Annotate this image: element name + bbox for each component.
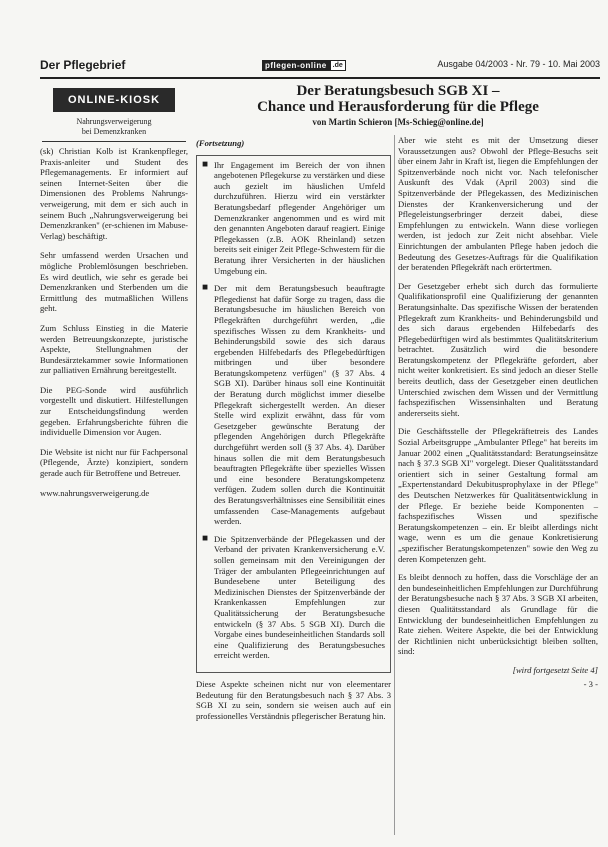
column-divider [394, 135, 395, 835]
article-subtitle: Chance und Herausforderung für die Pflege [257, 99, 539, 115]
online-kiosk-sidebar [40, 88, 188, 843]
bullet-item [202, 160, 385, 277]
sidebar-rule [42, 141, 186, 142]
right-paragraph: Es bleibt dennoch zu hoffen, dass die Vorschläge der an den bundeseinheitlichen Empfehlungen zur Durchführung der Beratungsbesuche nach § 37 Abs. 3 SGB XI arbeiten, diesen Qualitätsstandard als Grundlage für die Entwicklung der bundeseinheitlichen Empfehlungen zu Rate ziehen. Weitere Aspekte, die bei der Entwicklung der Richtlinien nicht unberücksichtigt bleiben sollten, sind: [398, 572, 598, 657]
issue-info: Ausgabe 04/2003 - Nr. 79 - 10. Mai 2003 [437, 59, 600, 69]
sidebar-paragraph: Die PEG-Sonde wird ausführlich vorgestellt und diskutiert. Hilfestellungen zur Entscheidungsfindung werden gegeben. Erfahrungsberichte führen die individuelle Dimension vor Augen. [40, 384, 188, 438]
right-paragraph: Die Geschäftsstelle der Pflegekräftetreis des Landes Sozial Arbeitsgruppe „Ambulanter Pflege" hat bereits im Januar 2002 einen „Qualitätsstandard: Beratungseinsätze nach § 37.3 SGB XI" vorgelegt. Dieser Qualitätsstandard orientiert sich in seiner Gestaltung formal am „Expertenstandard Dekubitusprophylaxe in der Pflege" des Deutschen Netzwerkes für Qualitätsentwicklung in der Pflege. Er beziehe beide Komponenten – fachspezifisches Wissen und spezifische Beratungskompetenzen – ein. Er bleibt allerdings nicht wage, wenn es um die genaue Konkretisierung „spezifischer Beratungskompetenzen" sowie den Weg zu deren Kompetenzen geht. [398, 426, 598, 564]
continuation-label: (Fortsetzung) [196, 138, 245, 148]
sidebar-subtitle [40, 117, 188, 137]
bullet-icon: ■ [202, 158, 209, 170]
sidebar-box-title: ONLINE-KIOSK [53, 88, 175, 112]
sidebar-website-link[interactable]: www.nahrungsverweigerung.de [40, 487, 150, 498]
sidebar-subtitle-line2: bei Demenzkranken [81, 127, 147, 136]
sidebar-paragraph: Sehr umfassend werden Ursachen und mögliche Problemlösungen beschrieben. Es wird deutlich, wie sehr es gerade bei Demenzkranken und Sterbenden um die Ermittlung des mutmaßlichen Willens geht. [40, 250, 188, 314]
page-header [40, 58, 600, 78]
article-author: von Martin Schieron [Ms-Schieg@online.de] [312, 117, 484, 127]
bullet-text: Die Spitzenverbände der Pflegekassen und der Verband der privaten Krankenversicherung e.V. sollen gemeinsam mit den Vereinigungen der Träger der ambulanten Pflegeeinrichtungen auf Bundesebene unter Beteiligung des Medizinischen Dienstes der Spitzenverbände der Krankenkassen Empfehlungen zur Qualitätssicherung der Beratungsbesuche entwickeln (§ 37 Abs. 5 SGB XI). Durch die Vorgabe eines bundeseinheitlichen Standards soll eine Qualifizierung des Beratungsbesuches erreicht werden. [214, 533, 385, 661]
bullet-text: Der mit dem Beratungsbesuch beauftragte Pflegedienst hat dafür Sorge zu tragen, dass die Beratungsbesuche im häuslichen Bereich von Pflegekräften durchgeführt werden, „die spezifisches Wissen zu dem Krankheits- und Behinderungsbild sowie des sich daraus ergebenden Hilfebedarfs des Pflegebedürftigen mitbringen und über besondere Beratungskompetenz verfügen" (§ 37 Abs. 4 SGB XI). Darüber hinaus soll eine Kontinuität der Beratung durch möglichst immer dieselbe Pflegekraft sichergestellt werden. An dieser Stelle wird explizit erwähnt, dass für vom Gesetzgeber gewünschte Beratung der pflegenden Angehörigen durch Pflegekräfte durchgeführt werden soll (§ 37 Abs. 4). Darüber hinaus sollen die mit dem Beratungsbesuch beauftragten Pflegekräfte über spezielles Wissen und eine besondere Beratungskompetenz verfügen. Zudem sollen durch die Kontinuität des Beratungsverhältnisses eine Sensibilität eines umfassenden Case-Managements aufgebaut werden. [214, 283, 385, 527]
sidebar-paragraph: Die Website ist nicht nur für Fachpersonal (Pflegende, Ärzte) konzipiert, sondern gerade auch für Betroffene und Betreuer. [40, 446, 188, 479]
publication-name: Der Pflegebrief [40, 58, 126, 72]
sidebar-subtitle-line1: Nahrungsverweigerung [76, 117, 152, 126]
bullet-text: Ihr Engagement im Bereich der von ihnen angebotenen Pflegekurse zu verstärken und diese auch gezielt im häuslichen Umfeld durchzuführen. Hierzu wird ein verstärkter Beratungsbedarf pflegender Angehöriger um Demenzkranker angenommen und es wird mit den genannten Angeboten darauf reagiert. Einige Pflegekassen (z.B. AOK Rheinland) setzen bereits seit einiger Zeit Pflege-Schwestern für die Beratung ihrer Versicherten in der häuslichen Umgebung ein. [214, 159, 385, 276]
sidebar-paragraph: (sk) Christian Kolb ist Krankenpfleger, Praxis-anleiter und Student des Pflegemanagements. Er informiert auf seinen Internet-Seiten über die Dimensionen des Problems Nahrungs-verweigerung, mit dem er sich auch in seinem Buch „Nahrungsverweigerung bei Demenzkranken" (er-schienen im Mabuse-Verlag) beschäftigt. [40, 146, 188, 241]
middle-closing-paragraph: Diese Aspekte scheinen nicht nur von eleementarer Bedeutung für den Beratungsbesuch nach § 37 Abs. 3 SGB XI zu sein, sondern sie weisen auch auf ein professionelles Verständnis pflegerischer Beratung hin. [196, 678, 391, 721]
bullet-item [202, 534, 385, 661]
continued-note: [wird fortgesetzt Seite 4] [512, 664, 598, 675]
article-column-right [398, 135, 598, 689]
bullet-box [196, 155, 391, 673]
sidebar-paragraph: Zum Schluss Einstieg in die Materie werden Betreuungskonzepte, juristische Aspekte, Stellungnahmen der Bundesärztekammer sowie Informationen zur palliativen Ernährung bereitgestellt. [40, 322, 188, 376]
logo-left-text: pflegen-online [262, 60, 330, 71]
logo-right-text: .de [330, 60, 346, 71]
right-paragraph: Der Gesetzgeber erhebt sich durch das formulierte Qualifikationsprofil eine Qualifizierung der genannten Beratungsinhalte. Das spezifische Wissen der beratenden Pflegekraft zum Krankheits- und Behinderungsbild und des sich daraus ergebenden Hilfebedarfs des Pflegebedürftigen wird als bestimmtes Qualitätskriterium betrachtet. Zusätzlich wird die besondere Beratungskompetenz der Pflegekräfte gefordert, aber nicht weiter konkretisiert. Es sind jedoch an dieser Stelle bereits deutlich, dass der Gesetzgeber einen deutlichen Unterschied zwischen dem Wissen und der Vermittlung fachspezifischen Wissensinhalten und Beratung andererseits sieht. [398, 280, 598, 418]
bullet-icon: ■ [202, 282, 209, 294]
article-header [196, 83, 600, 128]
article-title: Der Beratungsbesuch SGB XI – [296, 83, 500, 99]
bullet-item [202, 283, 385, 527]
article-column-middle [196, 138, 391, 729]
right-paragraph: Aber wie steht es mit der Umsetzung dieser Voraussetzungen aus? Obwohl der Pflege-Besuchs seit über einem Jahr in Kraft ist, liegen die Empfehlungen der Spitzenverbände noch nicht vor. Nach telefonischer Auskunft des Vdak (April 2003) sind die Spitzenverbände der Pflegekassen, des Medizinischen Dienstes der Krankenversicherung und der Pflegeleistungserbringer derzeit dabei, diese Empfehlungen zu entwickeln. Wann diese vorliegen werden, ist jedoch zur Zeit nicht absehbar. Viele Einrichtungen der ambulanten Pflege haben jedoch die Bedeutung des Gesetzes-Auftrags für die Qualifikation der beratenden Pflegekräft nach erörtertmen. [398, 135, 598, 273]
page-number: - 3 - [583, 678, 598, 689]
header-rule [40, 77, 600, 79]
bullet-icon: ■ [202, 532, 209, 544]
pflegen-online-logo [262, 60, 346, 71]
